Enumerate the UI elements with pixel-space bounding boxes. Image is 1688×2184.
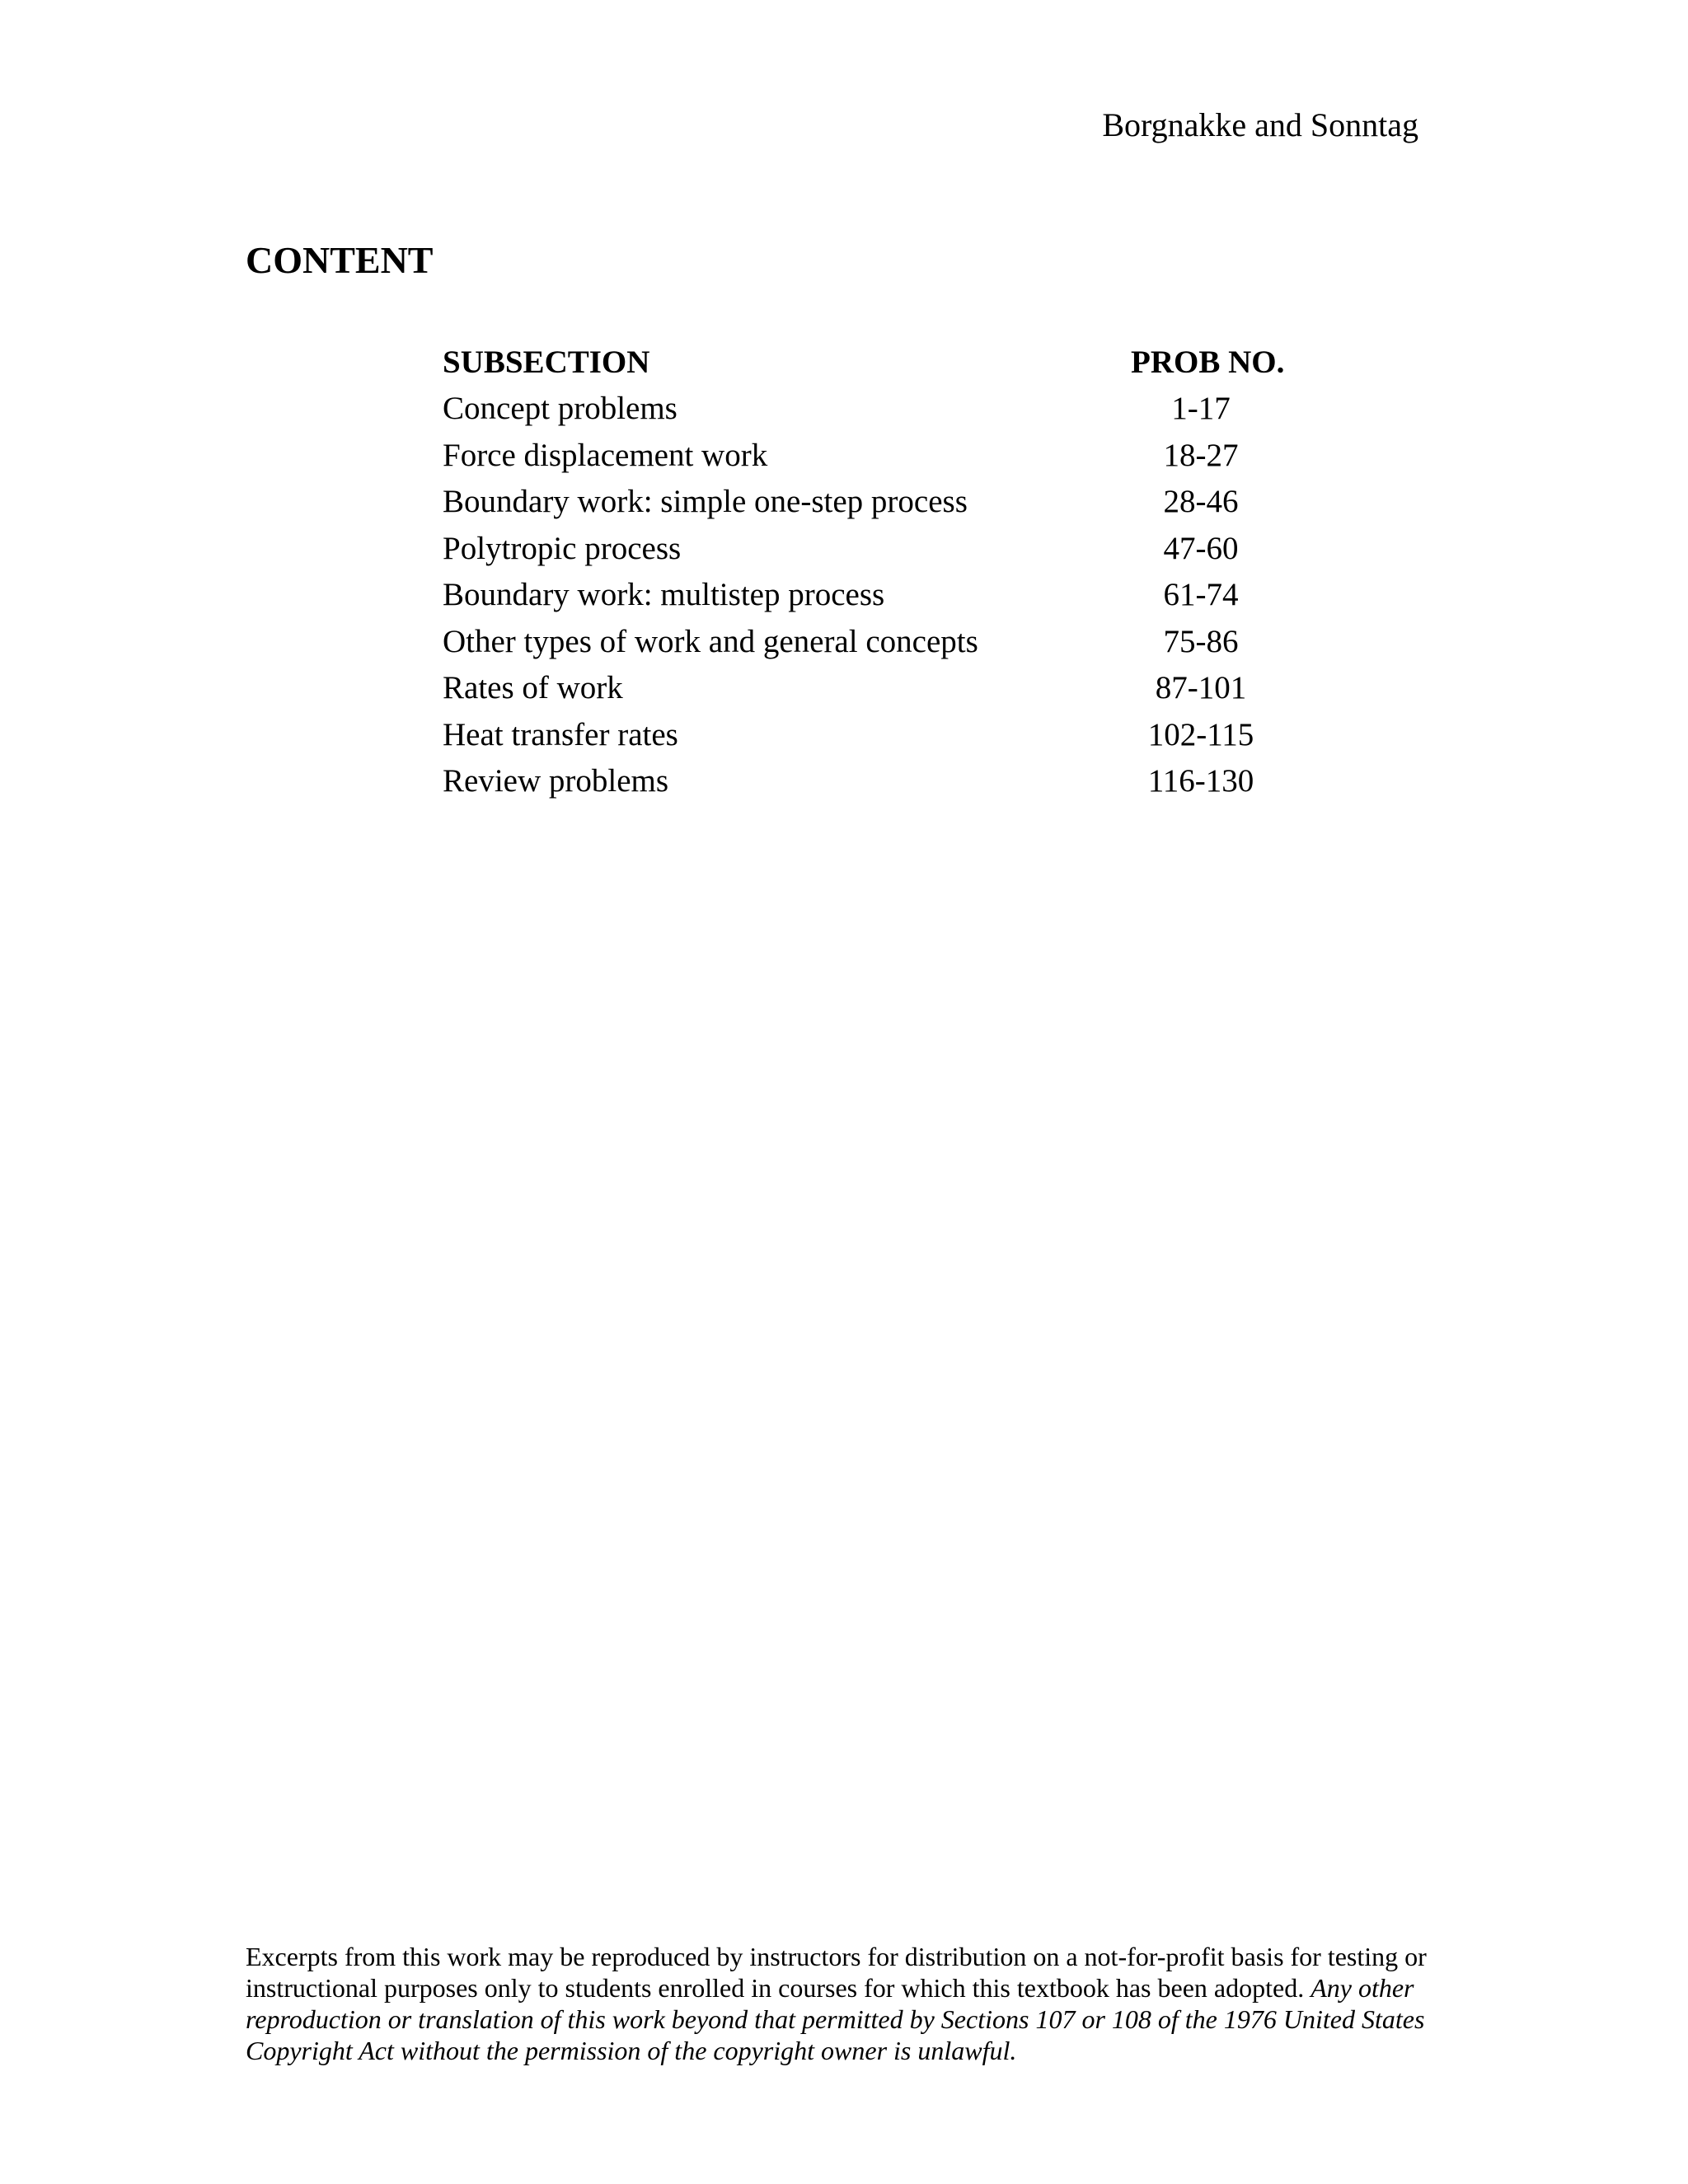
table-row <box>443 432 1308 479</box>
table-row <box>443 479 1308 526</box>
subsection-cell: Concept problems <box>443 391 678 427</box>
header-author: Borgnakke and Sonntag <box>1102 106 1418 143</box>
prob-no-column-header: PROB NO. <box>1131 344 1285 380</box>
table-header-row <box>443 339 1308 386</box>
copyright-notice <box>246 1941 1449 2066</box>
table-row <box>443 525 1308 572</box>
subsection-cell: Boundary work: multistep process <box>443 577 885 613</box>
table-row <box>443 758 1308 805</box>
prob-no-cell: 1-17 <box>1171 391 1231 427</box>
table-row <box>443 572 1308 619</box>
table-row <box>443 665 1308 712</box>
subsection-column-header: SUBSECTION <box>443 344 650 380</box>
prob-no-cell: 18-27 <box>1163 437 1239 473</box>
prob-no-cell: 28-46 <box>1163 484 1239 520</box>
prob-no-cell: 75-86 <box>1163 623 1239 659</box>
subsection-cell: Force displacement work <box>443 437 768 473</box>
table-row <box>443 386 1308 433</box>
prob-no-cell: 87-101 <box>1155 670 1247 706</box>
prob-no-cell: 116-130 <box>1147 763 1254 799</box>
subsection-cell: Boundary work: simple one-step process <box>443 484 968 520</box>
prob-no-cell: 61-74 <box>1163 577 1239 613</box>
copyright-notice-text: Excerpts from this work may be reproduced by instructors for distribution on a not-for-profit basis for testing or instructional purposes only to students enrolled in courses for which this textbook has been adopted. <box>246 1942 1427 2003</box>
subsection-cell: Heat transfer rates <box>443 716 678 752</box>
subsection-cell: Rates of work <box>443 670 623 706</box>
table-row <box>443 711 1308 758</box>
contents-table <box>443 339 1308 804</box>
subsection-cell: Review problems <box>443 763 669 799</box>
subsection-cell: Polytropic process <box>443 530 682 566</box>
copyright-notice-italic-text: Any other reproduction or translation of this work beyond that permitted by Sections 107 or 108 of the 1976 United States Copyright Act without the permission of the copyright owner is unlawful. <box>246 1973 1425 2065</box>
page-title: CONTENT <box>246 239 434 281</box>
table-row <box>443 618 1308 665</box>
subsection-cell: Other types of work and general concepts <box>443 623 978 659</box>
prob-no-cell: 47-60 <box>1163 530 1239 566</box>
prob-no-cell: 102-115 <box>1147 716 1254 752</box>
